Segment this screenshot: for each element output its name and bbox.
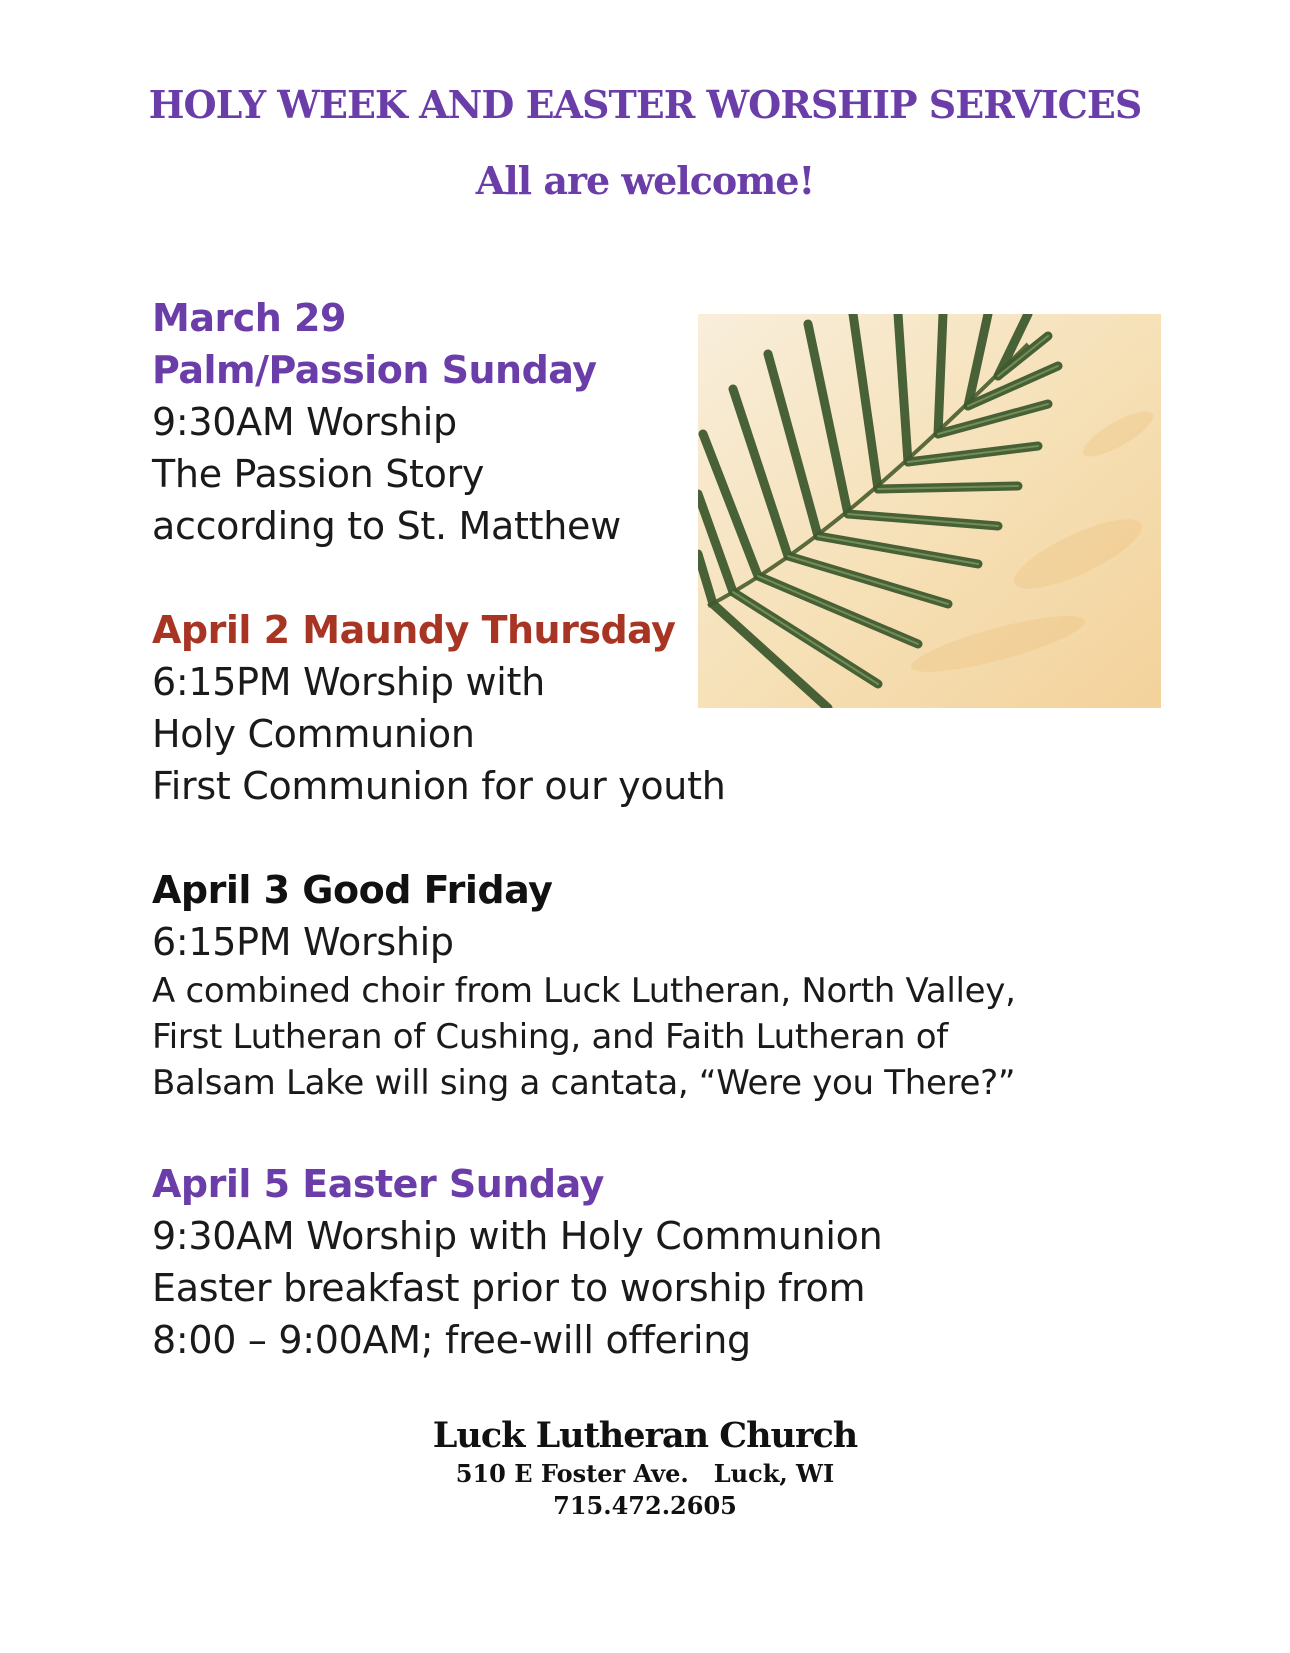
church-name: Luck Lutheran Church — [432, 1415, 858, 1456]
event-detail: Easter breakfast prior to worship from — [152, 1266, 866, 1310]
event-time: 6:15PM Worship — [152, 920, 454, 964]
event-note: First Lutheran of Cushing, and Faith Lutheran of — [152, 1017, 948, 1057]
event-time: 6:15PM Worship with — [152, 660, 545, 704]
event-date: March 29 — [152, 296, 346, 340]
event-detail: The Passion Story — [152, 452, 485, 496]
event-title: April 2 Maundy Thursday — [152, 608, 676, 652]
event-easter-sunday — [152, 1158, 882, 1366]
event-maundy-thursday — [152, 604, 725, 812]
event-title: April 3 Good Friday — [152, 868, 553, 912]
event-note: Balsam Lake will sing a cantata, “Were you There?” — [152, 1063, 1016, 1103]
event-title: April 5 Easter Sunday — [152, 1162, 604, 1206]
event-time: 9:30AM Worship with Holy Communion — [152, 1214, 883, 1258]
event-detail: Holy Communion — [152, 712, 475, 756]
page-subtitle: All are welcome! — [475, 158, 815, 203]
event-palm-sunday — [152, 292, 621, 552]
church-phone: 715.472.2605 — [553, 1491, 737, 1520]
event-detail: according to St. Matthew — [152, 504, 621, 548]
event-good-friday — [152, 864, 1016, 1106]
event-note: A combined choir from Luck Lutheran, North Valley, — [152, 971, 1016, 1011]
event-detail: First Communion for our youth — [152, 764, 726, 808]
event-detail: 8:00 – 9:00AM; free-will offering — [152, 1318, 751, 1362]
palm-frond-icon — [698, 314, 1161, 708]
church-footer — [0, 1414, 1290, 1522]
event-time: 9:30AM Worship — [152, 400, 457, 444]
page-title: HOLY WEEK AND EASTER WORSHIP SERVICES — [148, 82, 1142, 127]
palm-frond-image — [698, 314, 1161, 708]
church-address: 510 E Foster Ave. Luck, WI — [455, 1459, 835, 1488]
event-title: Palm/Passion Sunday — [152, 348, 597, 392]
